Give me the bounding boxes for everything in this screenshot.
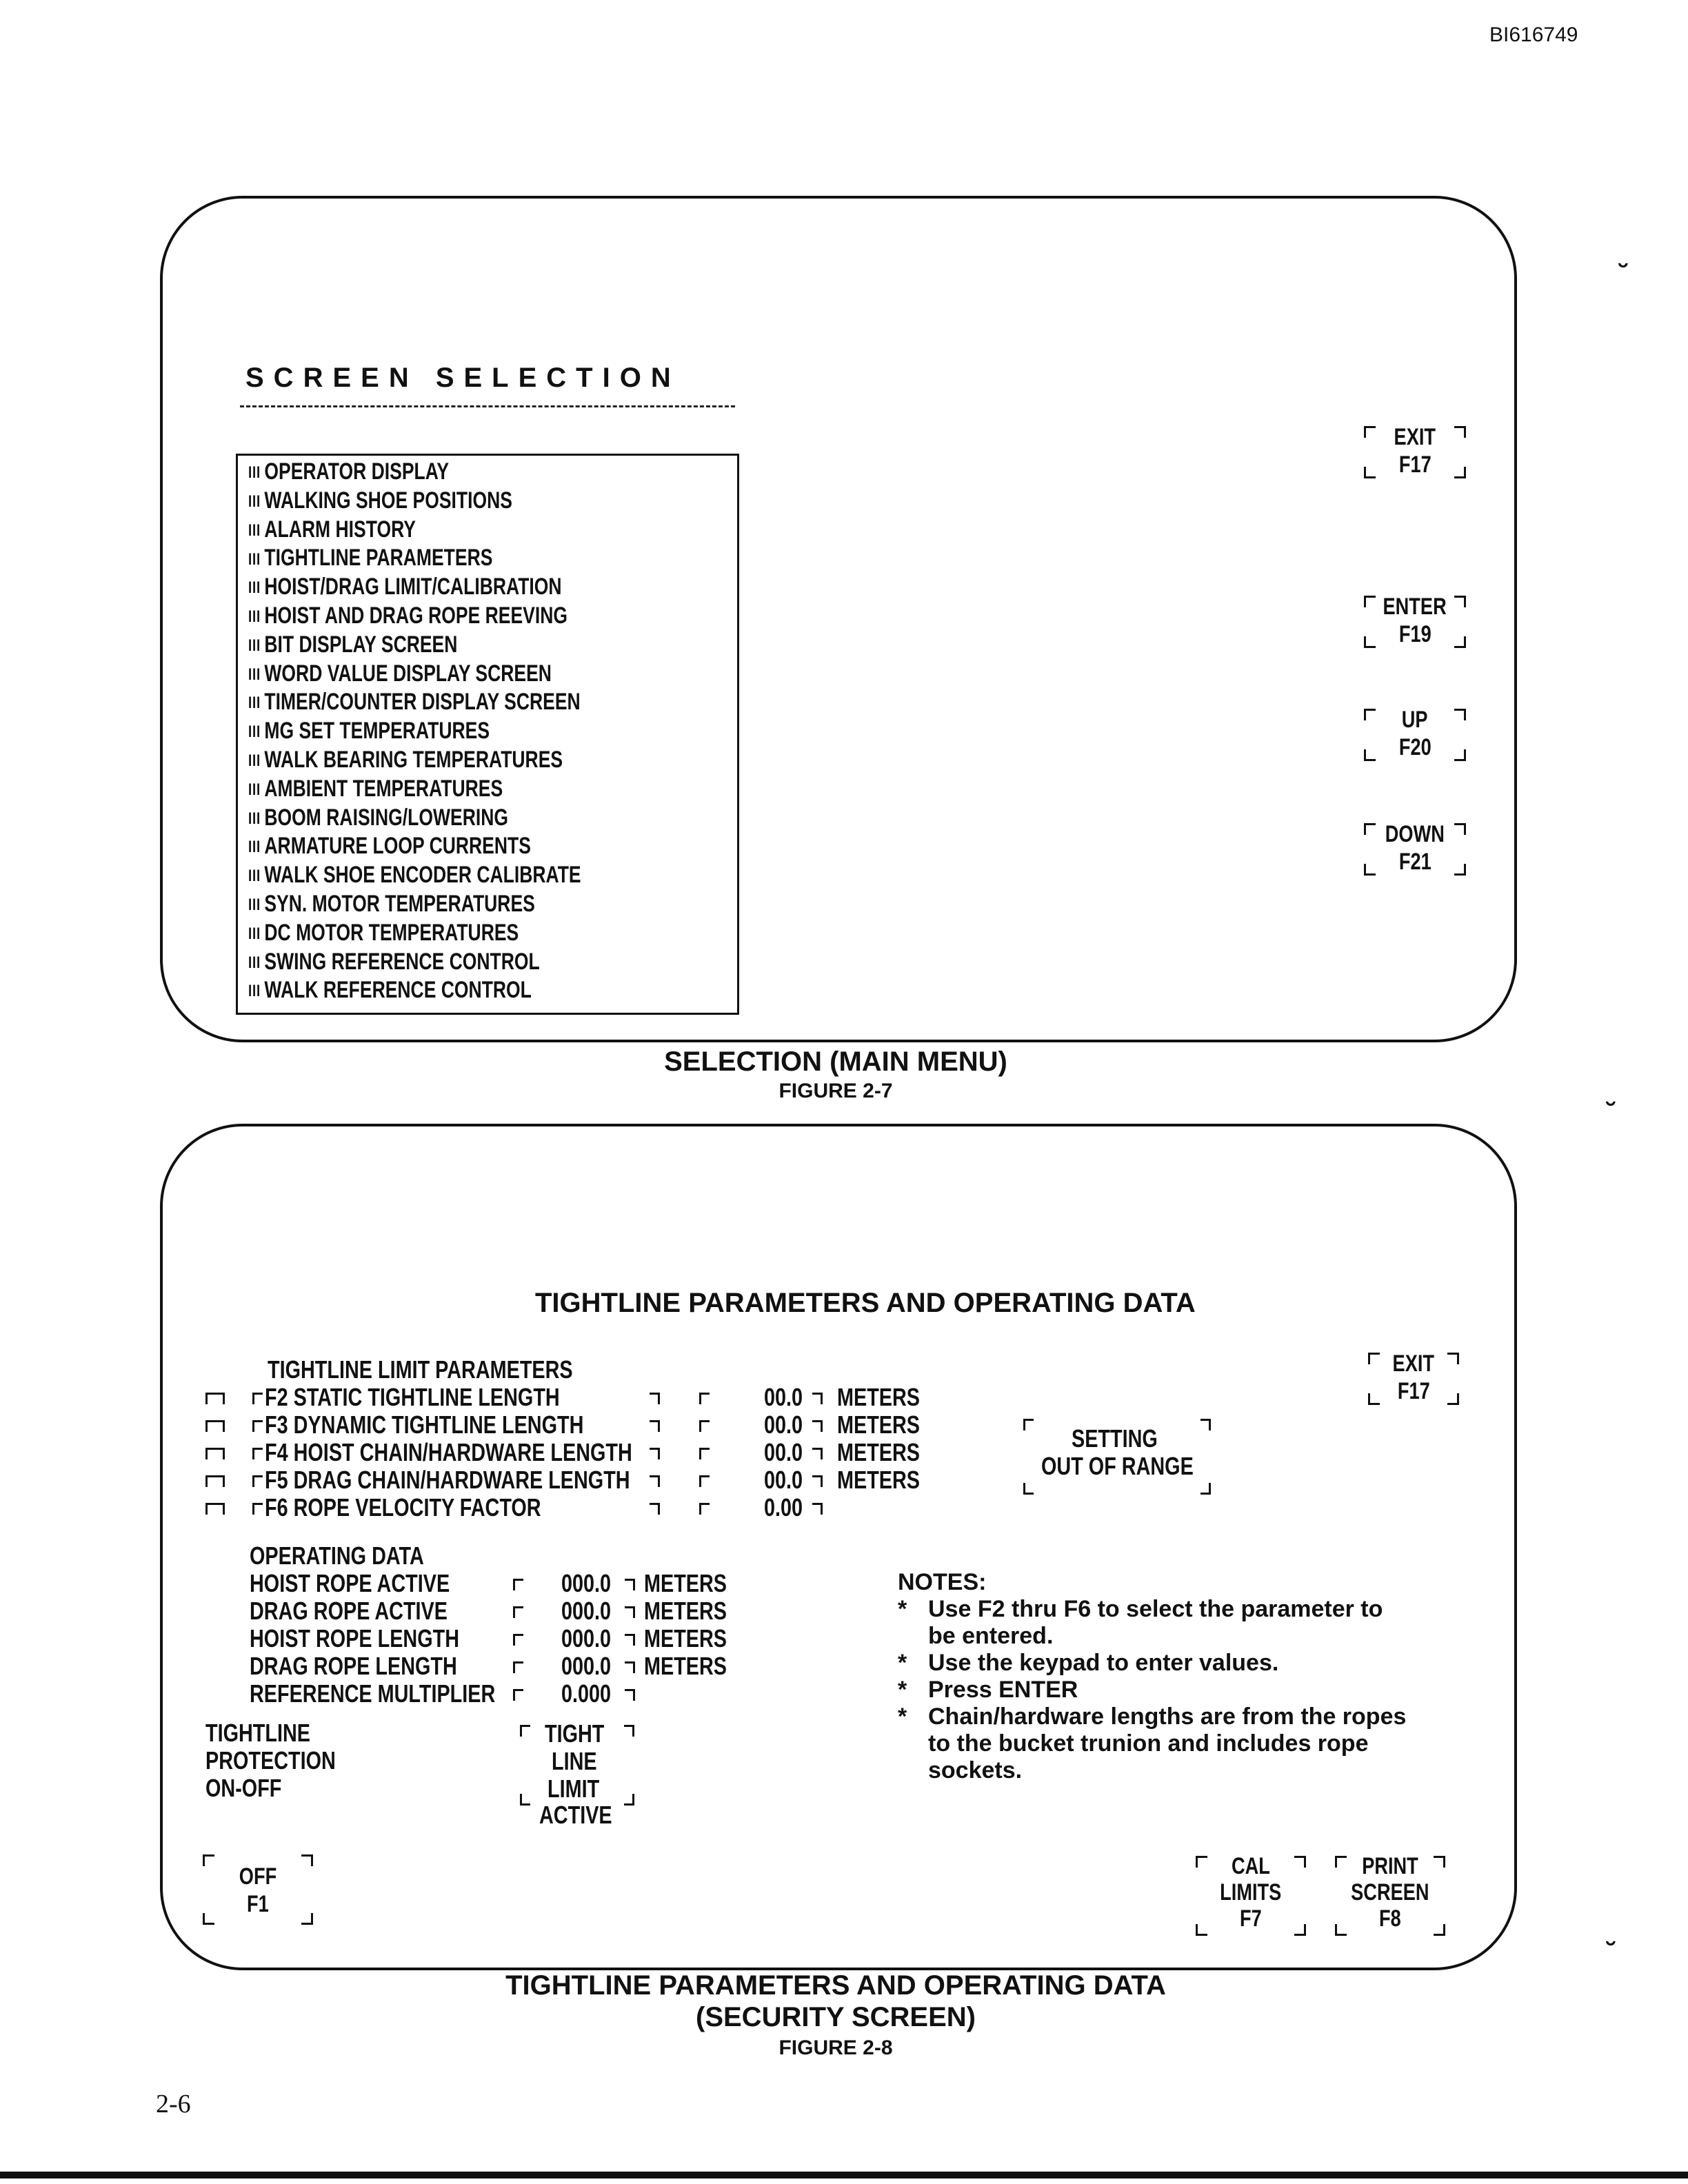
operating-unit: METERS: [644, 1569, 727, 1597]
menu-item[interactable]: [248, 516, 581, 545]
param-value: 0.00: [764, 1493, 803, 1521]
menu-item-label: WORD VALUE DISPLAY SCREEN: [264, 660, 552, 687]
screen-label: SCREEN: [1351, 1879, 1429, 1905]
param-label: F4 HOIST CHAIN/HARDWARE LENGTH: [265, 1438, 632, 1466]
menu-bullet: III: [248, 751, 261, 771]
off-label: OFF: [239, 1863, 277, 1890]
menu-item-label: BIT DISPLAY SCREEN: [264, 631, 458, 658]
f17-label: F17: [1397, 1378, 1430, 1404]
notes-panel: [898, 1569, 1408, 1784]
menu-bullet: III: [248, 607, 261, 627]
limits-label: LIMITS: [1220, 1879, 1282, 1905]
param-select-box[interactable]: [205, 1503, 225, 1515]
menu-item-label: TIGHTLINE PARAMETERS: [264, 545, 493, 572]
operating-label: DRAG ROPE LENGTH: [250, 1652, 457, 1680]
limit-active-line: LINE: [552, 1747, 597, 1775]
menu-bullet: III: [248, 809, 261, 828]
menu-item[interactable]: [248, 602, 581, 631]
param-select-box[interactable]: [205, 1420, 225, 1432]
param-value: 00.0: [764, 1438, 803, 1466]
menu-item-label: TIMER/COUNTER DISPLAY SCREEN: [264, 689, 581, 716]
menu-bullet: III: [248, 492, 261, 511]
menu-bullet: III: [248, 694, 261, 713]
tightline-protection-label: [205, 1719, 336, 1802]
operating-unit: METERS: [644, 1624, 727, 1652]
menu-item-label: ALARM HISTORY: [264, 516, 416, 543]
menu-item[interactable]: [248, 688, 581, 717]
enter-label: ENTER: [1383, 594, 1447, 620]
param-label: F2 STATIC TIGHTLINE LENGTH: [265, 1383, 560, 1411]
operating-value: 0.000: [561, 1679, 612, 1708]
menu-bullet: III: [248, 549, 261, 569]
note-item: * Press ENTER: [898, 1677, 1408, 1703]
screen-selection-title: SCREEN SELECTION: [245, 363, 681, 393]
f7-label: F7: [1240, 1905, 1262, 1932]
menu-item[interactable]: [248, 746, 581, 775]
f1-label: F1: [247, 1891, 269, 1917]
param-unit: METERS: [837, 1383, 921, 1411]
document-id: BI616749: [1489, 23, 1578, 46]
menu-item[interactable]: [248, 717, 581, 746]
bracket-corner: [812, 1503, 823, 1515]
bracket-corner: [252, 1393, 263, 1404]
param-label: F6 ROPE VELOCITY FACTOR: [265, 1493, 541, 1521]
operating-data-header: OPERATING DATA: [250, 1541, 424, 1570]
bracket-corner: [650, 1420, 660, 1432]
param-unit: METERS: [837, 1438, 921, 1466]
f19-label: F19: [1398, 621, 1431, 647]
exit-f17-button[interactable]: [1364, 423, 1466, 481]
limit-active-line: LIMIT: [547, 1775, 600, 1803]
f21-label: F21: [1398, 849, 1431, 875]
note-item: * Chain/hardware lengths are from the ropes to the bucket trunion and includes rope sockets.: [898, 1703, 1408, 1784]
protection-line: TIGHTLINE: [205, 1719, 310, 1747]
bracket-corner: [513, 1689, 523, 1701]
menu-bullet: III: [248, 463, 261, 483]
bracket-corner: [625, 1606, 635, 1618]
operating-label: HOIST ROPE LENGTH: [250, 1624, 460, 1652]
out-of-range-label: OUT OF RANGE: [1041, 1452, 1194, 1480]
menu-bullet: III: [248, 665, 261, 684]
page-number: 2-6: [156, 2090, 191, 2119]
param-select-box[interactable]: [205, 1448, 225, 1459]
bracket-corner: [699, 1475, 710, 1487]
operating-value: 000.0: [561, 1652, 612, 1680]
menu-item[interactable]: [248, 861, 581, 890]
figure-2-7-number: FIGURE 2-7: [778, 1080, 893, 1102]
menu-item[interactable]: [248, 487, 581, 516]
menu-item[interactable]: [248, 660, 581, 689]
bracket-corner: [625, 1634, 635, 1646]
menu-bullet: III: [248, 520, 261, 540]
menu-item-label: BOOM RAISING/LOWERING: [264, 804, 508, 831]
note-item: * Use the keypad to enter values.: [898, 1650, 1408, 1677]
f17-label: F17: [1398, 452, 1431, 478]
param-select-box[interactable]: [205, 1475, 225, 1487]
setting-label: SETTING: [1072, 1424, 1158, 1453]
menu-item[interactable]: [248, 832, 581, 861]
figure-2-7-caption: SELECTION (MAIN MENU): [664, 1046, 1007, 1077]
down-label: DOWN: [1385, 821, 1445, 847]
notes-list: [898, 1596, 1408, 1784]
menu-item[interactable]: [248, 919, 581, 948]
operating-label: HOIST ROPE ACTIVE: [250, 1569, 450, 1597]
param-value: 00.0: [764, 1410, 803, 1439]
menu-bullet: III: [248, 578, 261, 598]
menu-item-label: HOIST AND DRAG ROPE REEVING: [264, 602, 567, 629]
menu-item[interactable]: [248, 458, 581, 487]
f20-label: F20: [1398, 734, 1431, 760]
bracket-corner: [812, 1475, 823, 1487]
menu-bullet: III: [248, 722, 261, 742]
bracket-corner: [625, 1579, 635, 1590]
bracket-corner: [252, 1475, 263, 1487]
protection-line: PROTECTION: [205, 1746, 336, 1775]
menu-item[interactable]: [248, 976, 581, 1005]
operating-unit: METERS: [644, 1597, 727, 1625]
operating-value: 000.0: [561, 1597, 612, 1625]
figure-2-8-caption-line1: TIGHTLINE PARAMETERS AND OPERATING DATA: [505, 1970, 1166, 2001]
menu-item-label: DC MOTOR TEMPERATURES: [264, 919, 519, 946]
operating-label: REFERENCE MULTIPLIER: [250, 1679, 496, 1708]
menu-item[interactable]: [248, 948, 581, 977]
bracket-corner: [650, 1393, 660, 1404]
menu-item-label: SWING REFERENCE CONTROL: [264, 948, 540, 975]
notes-title: NOTES:: [898, 1569, 987, 1595]
cal-label: CAL: [1232, 1853, 1270, 1879]
menu-bullet: III: [248, 636, 261, 655]
bracket-corner: [513, 1661, 523, 1673]
bracket-corner: [625, 1661, 635, 1673]
off-f1-button[interactable]: [203, 1852, 313, 1928]
f8-label: F8: [1379, 1905, 1401, 1932]
operating-unit: METERS: [644, 1652, 727, 1680]
up-label: UP: [1402, 707, 1428, 733]
bracket-corner: [699, 1393, 710, 1404]
bracket-corner: [624, 1794, 634, 1806]
title-underline: [240, 405, 735, 407]
setting-out-of-range-indicator: [1023, 1419, 1211, 1495]
bracket-corner: [812, 1420, 823, 1432]
bracket-corner: [812, 1393, 823, 1404]
menu-item-label: WALKING SHOE POSITIONS: [264, 487, 512, 514]
bracket-corner: [625, 1689, 635, 1701]
bracket-corner: [1200, 1483, 1211, 1495]
menu-item[interactable]: [248, 544, 581, 573]
bracket-corner: [650, 1448, 660, 1459]
up-f20-button[interactable]: [1364, 706, 1466, 764]
tightline-screen-title: TIGHTLINE PARAMETERS AND OPERATING DATA: [535, 1288, 1196, 1318]
menu-item[interactable]: [248, 573, 581, 602]
menu-item-label: WALK SHOE ENCODER CALIBRATE: [264, 862, 581, 889]
param-value: 00.0: [764, 1383, 803, 1411]
cal-limits-f7-button[interactable]: [1196, 1853, 1306, 1939]
operating-label: DRAG ROPE ACTIVE: [250, 1597, 448, 1625]
menu-item[interactable]: [248, 631, 581, 660]
menu-item-label: WALK REFERENCE CONTROL: [264, 977, 532, 1004]
menu-item-label: WALK BEARING TEMPERATURES: [264, 746, 563, 773]
bracket-corner: [1023, 1483, 1034, 1495]
menu-item-label: MG SET TEMPERATURES: [264, 718, 490, 745]
print-label: PRINT: [1362, 1853, 1418, 1879]
bracket-corner: [1200, 1419, 1211, 1430]
param-unit: METERS: [837, 1466, 921, 1494]
limit-active-line: ACTIVE: [539, 1801, 612, 1829]
operating-value: 000.0: [561, 1569, 612, 1597]
menu-bullet: III: [248, 953, 261, 972]
menu-item-label: SYN. MOTOR TEMPERATURES: [264, 890, 535, 917]
tight-line-limit-active-indicator: [520, 1719, 634, 1830]
screen-menu-list: [248, 458, 675, 1005]
menu-item-label: HOIST/DRAG LIMIT/CALIBRATION: [264, 574, 562, 600]
limit-active-line: TIGHT: [545, 1719, 605, 1748]
menu-item-label: ARMATURE LOOP CURRENTS: [264, 833, 531, 860]
limit-parameters-header: TIGHTLINE LIMIT PARAMETERS: [268, 1355, 573, 1384]
exit-label: EXIT: [1394, 424, 1436, 450]
bracket-corner: [513, 1634, 523, 1646]
bracket-corner: [812, 1448, 823, 1459]
bracket-corner: [252, 1448, 263, 1459]
bracket-corner: [520, 1794, 530, 1806]
bracket-corner: [650, 1503, 660, 1515]
menu-item-label: AMBIENT TEMPERATURES: [264, 775, 503, 802]
bracket-corner: [650, 1475, 660, 1487]
bracket-corner: [252, 1420, 263, 1432]
menu-bullet: III: [248, 867, 261, 886]
param-unit: METERS: [837, 1410, 921, 1439]
menu-bullet: III: [248, 780, 261, 799]
menu-bullet: III: [248, 838, 261, 857]
menu-item[interactable]: [248, 890, 581, 919]
param-value: 00.0: [764, 1466, 803, 1494]
enter-f19-button[interactable]: [1364, 593, 1466, 651]
param-label: F5 DRAG CHAIN/HARDWARE LENGTH: [265, 1466, 630, 1494]
menu-item-label: OPERATOR DISPLAY: [264, 458, 450, 485]
menu-bullet: III: [248, 896, 261, 915]
down-f21-button[interactable]: [1364, 820, 1466, 878]
bracket-corner: [513, 1579, 523, 1590]
bracket-corner: [624, 1725, 634, 1737]
param-label: F3 DYNAMIC TIGHTLINE LENGTH: [265, 1410, 584, 1439]
bracket-corner: [513, 1606, 523, 1618]
margin-mark: ˘: [1619, 259, 1629, 290]
protection-line: ON-OFF: [205, 1774, 282, 1802]
bracket-corner: [520, 1725, 530, 1737]
margin-mark: ˘: [1607, 1098, 1616, 1128]
operating-value: 000.0: [561, 1624, 612, 1652]
param-select-box[interactable]: [205, 1393, 225, 1404]
menu-bullet: III: [248, 982, 261, 1001]
bracket-corner: [699, 1503, 710, 1515]
tightline-exit-f17-button[interactable]: [1368, 1350, 1459, 1408]
bracket-corner: [1023, 1419, 1034, 1430]
exit-label: EXIT: [1392, 1351, 1435, 1377]
margin-mark: ˘: [1607, 1937, 1616, 1968]
figure-2-8-number: FIGURE 2-8: [778, 2036, 893, 2059]
figure-2-8-caption-line2: (SECURITY SCREEN): [696, 2002, 976, 2032]
note-item: * Use F2 thru F6 to select the parameter to be entered.: [898, 1596, 1408, 1650]
menu-bullet: III: [248, 924, 261, 943]
menu-item[interactable]: [248, 775, 581, 804]
menu-item[interactable]: [248, 804, 581, 833]
bracket-corner: [699, 1448, 710, 1459]
bracket-corner: [699, 1420, 710, 1432]
print-screen-f8-button[interactable]: [1335, 1853, 1445, 1939]
bottom-rule: [0, 2172, 1688, 2178]
bracket-corner: [252, 1503, 263, 1515]
